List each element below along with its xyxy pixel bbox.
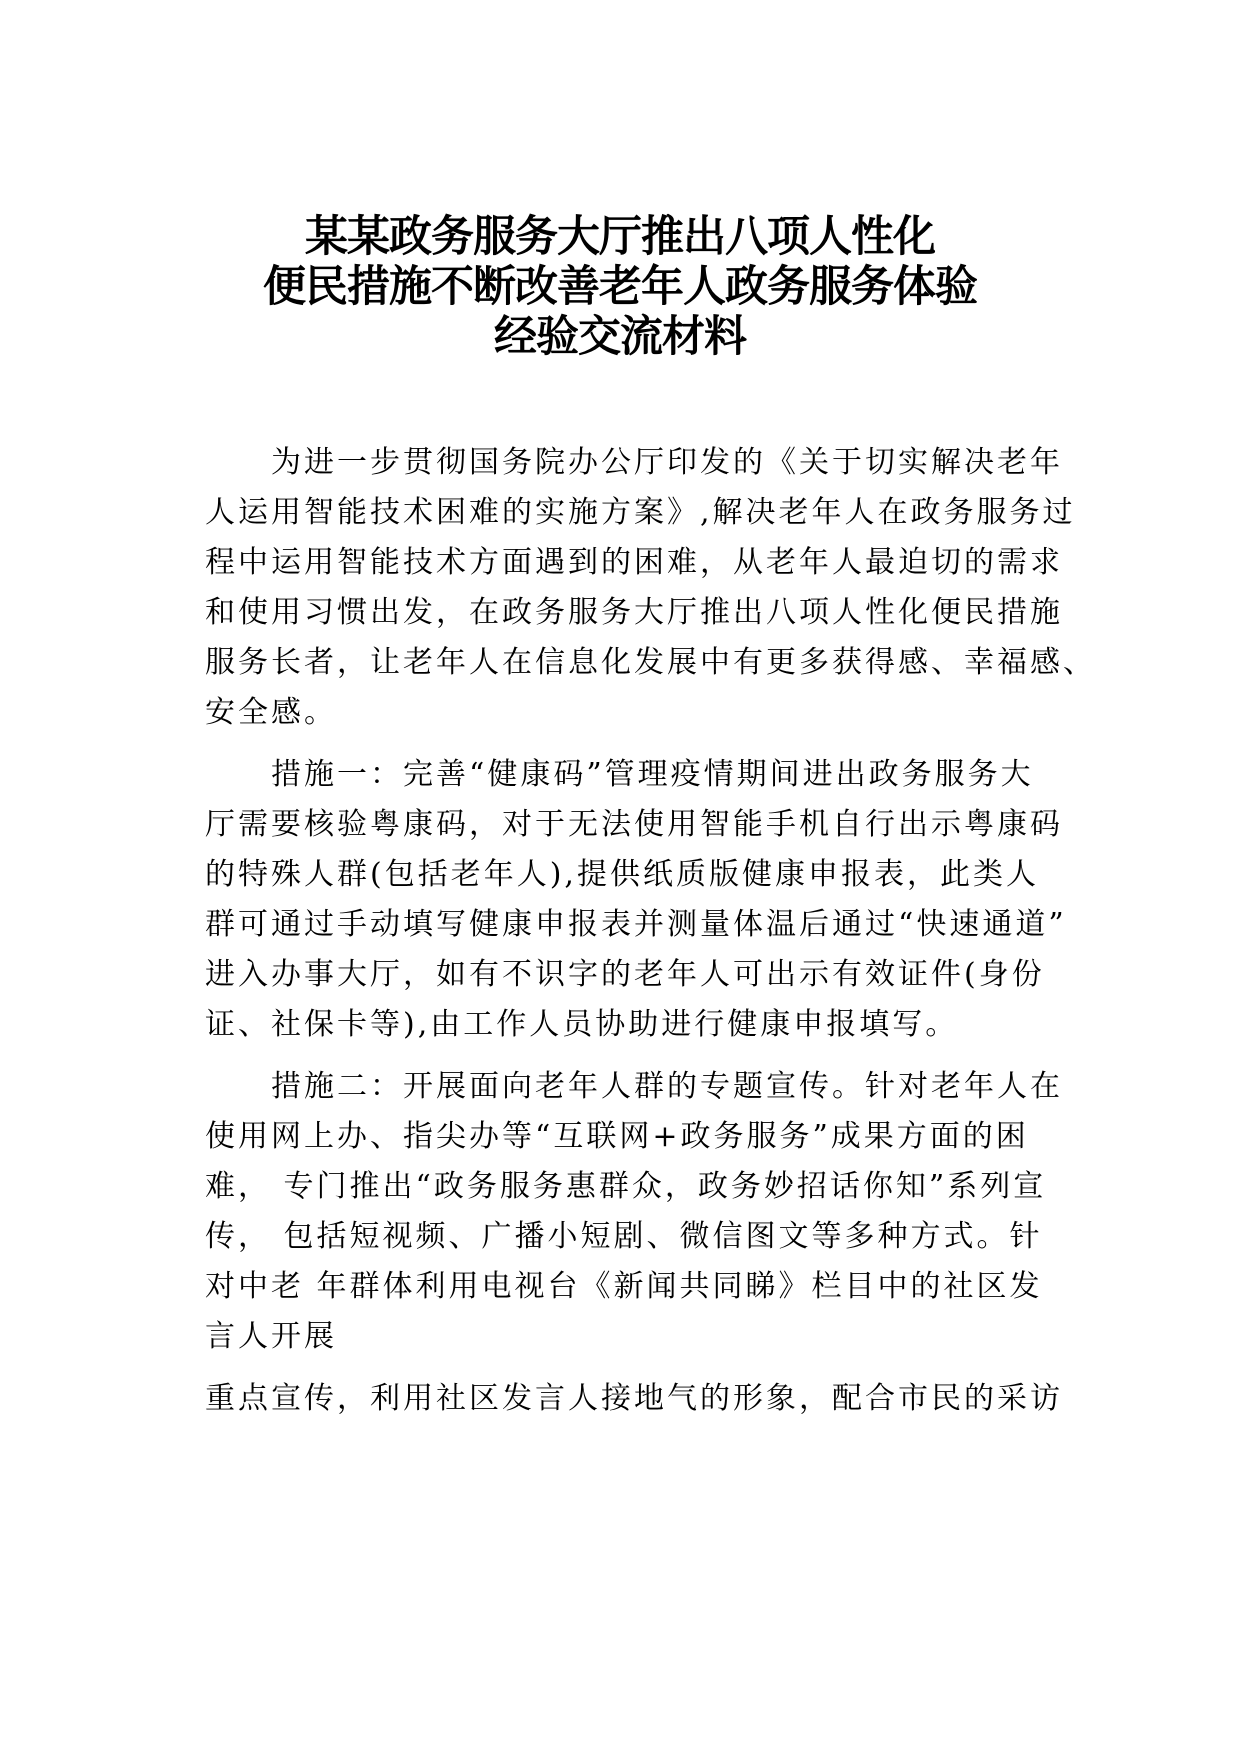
text-line: 使用网上办、指尖办等“互联网+政务服务”成果方面的困 [205,1119,1029,1154]
paragraph-measure-2 [205,1062,1065,1362]
text-line: 群可通过手动填写健康申报表并测量体温后通过“快速通道” [205,907,1067,942]
text-line: 对中老 年群体利用电视台《新闻共同睇》栏目中的社区发 [205,1269,1043,1304]
text-line: 程中运用智能技术方面遇到的困难，从老年人最迫切的需求 [205,545,1063,580]
title-line-3: 经验交流材料 [494,312,746,362]
paragraph-measure-1 [205,750,1065,1050]
text-line: 服务长者，让老年人在信息化发展中有更多获得感、幸福感、 [205,645,1096,680]
text-line: 难， 专门推出“政务服务惠群众，政务妙招话你知”系列宣 [205,1169,1047,1204]
text-line: 为进一步贯彻国务院办公厅印发的《关于切实解决老年 [271,445,1063,480]
text-line: 和使用习惯出发，在政务服务大厅推出八项人性化便民措施 [205,595,1063,630]
text-line: 厅需要核验粤康码，对于无法使用智能手机自行出示粤康码 [205,807,1063,842]
text-line: 进入办事大厅，如有不识字的老年人可出示有效证件(身份 [205,957,1045,992]
text-line: 安全感。 [205,695,337,730]
text-line: 证、社保卡等),由工作人员协助进行健康申报填写。 [205,1007,959,1042]
document-title [0,212,1240,362]
title-line-2: 便民措施不断改善老年人政务服务体验 [263,262,977,312]
text-line: 的特殊人群(包括老年人),提供纸质版健康申报表，此类人 [205,857,1039,892]
text-line: 言人开展 [205,1319,337,1354]
text-line: 人运用智能技术困难的实施方案》,解决老年人在政务服务过 [205,495,1076,530]
text-line: 传， 包括短视频、广播小短剧、微信图文等多种方式。针 [205,1219,1043,1254]
title-line-1: 某某政务服务大厅推出八项人性化 [305,212,935,262]
text-line: 措施二：开展面向老年人群的专题宣传。针对老年人在 [271,1069,1063,1104]
paragraph-continuation [205,1374,1065,1424]
text-line: 重点宣传，利用社区发言人接地气的形象，配合市民的采访 [205,1381,1063,1416]
document-body [205,438,1096,1424]
paragraph-intro [205,438,1096,738]
text-line: 措施一：完善“健康码”管理疫情期间进出政务服务大 [271,757,1034,792]
